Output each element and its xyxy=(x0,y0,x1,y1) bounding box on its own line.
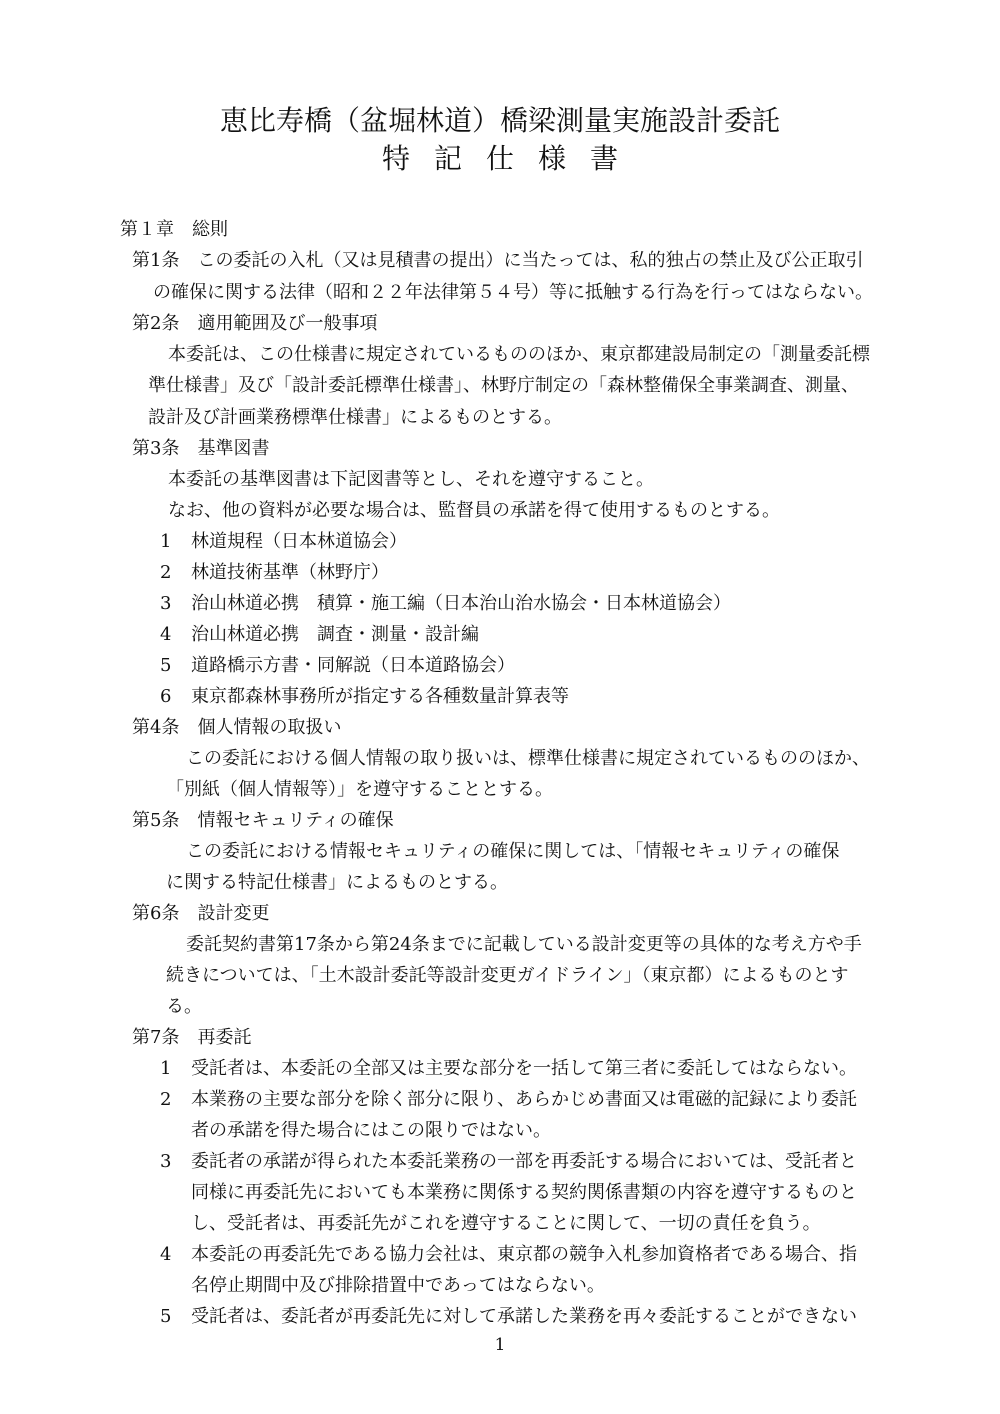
article-7-heading: 第7条 再委託 xyxy=(132,1027,252,1048)
article-3-text: なお、他の資料が必要な場合は、監督員の承諾を得て使用するものとする。 xyxy=(168,500,780,521)
article-2-text: 本委託は、この仕様書に規定されているもののほか、東京都建設局制定の「測量委託標 xyxy=(168,344,870,365)
article-1-text: の確保に関する法律（昭和２２年法律第５４号）等に抵触する行為を行ってはならない。 xyxy=(153,282,873,303)
document-title: 恵比寿橋（盆堀林道）橋梁測量実施設計委託 xyxy=(219,104,780,137)
article-7-clause: 同様に再委託先においても本業務に関係する契約関係書類の内容を遵守するものと xyxy=(191,1182,857,1203)
reference-item: 東京都森林事務所が指定する各種数量計算表等 xyxy=(191,686,569,707)
list-item-number: 4 xyxy=(160,1244,172,1265)
article-4-text: この委託における個人情報の取り扱いは、標準仕様書に規定されているもののほか、 xyxy=(186,748,870,769)
reference-item: 道路橋示方書・同解説（日本道路協会） xyxy=(191,655,515,676)
article-5-heading: 第5条 情報セキュリティの確保 xyxy=(132,810,394,831)
list-item-number: 6 xyxy=(160,686,172,707)
article-3-text: 本委託の基準図書は下記図書等とし、それを遵守すること。 xyxy=(168,469,654,490)
article-6-text: る。 xyxy=(166,996,202,1017)
reference-item: 林道技術基準（林野庁） xyxy=(191,562,389,583)
list-item-number: 4 xyxy=(160,624,172,645)
list-item-number: 3 xyxy=(160,593,172,614)
article-2-text: 準仕様書」及び「設計委託標準仕様書」、林野庁制定の「森林整備保全事業調査、測量、 xyxy=(148,375,859,396)
list-item-number: 5 xyxy=(160,1306,172,1327)
article-7-clause: 者の承諾を得た場合にはこの限りではない。 xyxy=(191,1120,551,1141)
list-item-number: 2 xyxy=(160,562,172,583)
article-1-heading: 第1条 この委託の入札（又は見積書の提出）に当たっては、私的独占の禁止及び公正取引 xyxy=(132,250,864,271)
list-item-number: 5 xyxy=(160,655,172,676)
chapter-heading: 第１章 総則 xyxy=(120,219,228,240)
list-item-number: 1 xyxy=(160,1058,172,1079)
article-2-text: 設計及び計画業務標準仕様書」によるものとする。 xyxy=(148,407,562,428)
list-item-number: 2 xyxy=(160,1089,172,1110)
article-5-text: この委託における情報セキュリティの確保に関しては、「情報セキュリティの確保 xyxy=(186,841,840,862)
article-2-heading: 第2条 適用範囲及び一般事項 xyxy=(132,313,378,334)
article-7-clause: 本委託の再委託先である協力会社は、東京都の競争入札参加資格者である場合、指 xyxy=(191,1244,857,1265)
article-5-text: に関する特記仕様書」によるものとする。 xyxy=(166,872,508,893)
article-6-text: 続きについては、「土木設計委託等設計変更ガイドライン」（東京都）によるものとす xyxy=(166,965,849,986)
page-number: 1 xyxy=(494,1335,506,1355)
document-subtitle: 特記仕様書 xyxy=(381,142,642,175)
reference-item: 治山林道必携 調査・測量・設計編 xyxy=(191,624,479,645)
reference-item: 林道規程（日本林道協会） xyxy=(191,531,407,552)
article-7-clause: 名停止期間中及び排除措置中であってはならない。 xyxy=(191,1275,605,1296)
reference-item: 治山林道必携 積算・施工編（日本治山治水協会・日本林道協会） xyxy=(191,593,731,614)
article-4-heading: 第4条 個人情報の取扱い xyxy=(132,717,342,738)
article-7-clause: し、受託者は、再委託先がこれを遵守することに関して、一切の責任を負う。 xyxy=(191,1213,821,1234)
article-7-clause: 委託者の承諾が得られた本委託業務の一部を再委託する場合においては、受託者と xyxy=(191,1151,857,1172)
article-7-clause: 本業務の主要な部分を除く部分に限り、あらかじめ書面又は電磁的記録により委託 xyxy=(191,1089,857,1110)
article-7-clause: 受託者は、本委託の全部又は主要な部分を一括して第三者に委託してはならない。 xyxy=(191,1058,857,1079)
article-7-clause: 受託者は、委託者が再委託先に対して承諾した業務を再々委託することができない xyxy=(191,1306,857,1327)
article-6-heading: 第6条 設計変更 xyxy=(132,903,270,924)
article-6-text: 委託契約書第17条から第24条までに記載している設計変更等の具体的な考え方や手 xyxy=(186,934,862,955)
list-item-number: 3 xyxy=(160,1151,172,1172)
list-item-number: 1 xyxy=(160,531,172,552)
article-4-text: 「別紙（個人情報等）」を遵守することとする。 xyxy=(166,779,553,800)
article-3-heading: 第3条 基準図書 xyxy=(132,438,270,459)
